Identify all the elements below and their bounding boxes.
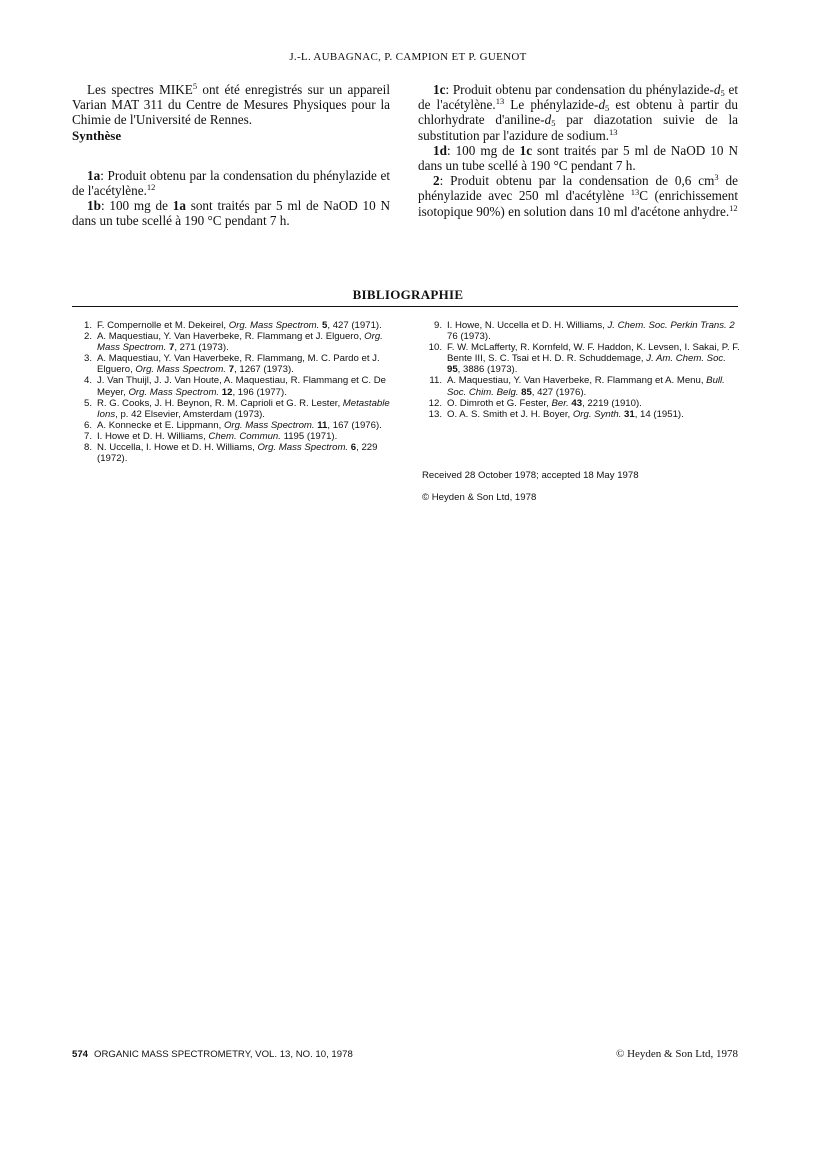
reference-text: N. Uccella, I. Howe et D. H. Williams, Org. Mass Spectrom. 6, 229 (1972). [97,442,378,465]
item-1c: 1c: Produit obtenu par condensation du phénylazide-$d_5$ et de l'acétylène.$^{13}$ Le phénylazide-$d_5$ est obtenu à partir du chlorhydrate $d'aniline-d_5$ par diazotation suivie de la substitution par l'azidure de sodium.$^{13}$ [418,82,738,143]
journal-line: ORGANIC MASS SPECTROMETRY, VOL. 13, NO. 10, 1978 [94,1049,353,1060]
reference-number: 8. [83,442,92,454]
reference-text: I. Howe et D. H. Williams, Chem. Commun. 1195 (1971). [97,430,338,442]
reference-number: 10. [428,342,442,354]
reference-text: J. Van Thuijl, J. J. Van Houte, A. Maquestiau, R. Flammang et C. De Meyer, Org. Mass Spectrom. 12, 196 (1977). [97,375,387,398]
reference-item [72,331,394,353]
reference-item [72,420,394,431]
reference-text: R. G. Cooks, J. H. Beynon, R. M. Caprioli et G. R. Lester, Metastable Ions, p. 42 Elsevier, Amsterdam (1973). [97,397,390,420]
page-footer [72,1048,738,1060]
reference-number: 4. [83,375,92,387]
synthese-heading: Synthèse [72,127,122,143]
reference-number: 13. [428,408,442,420]
reference-item [72,375,394,397]
footer-copyright: © Heyden & Son Ltd, 1978 [615,1048,738,1060]
reference-item [422,409,740,420]
right-column [418,82,738,219]
item-1b: 1b: 100 mg de 1a sont traités par 5 ml de NaOD 10 N dans un tube scellé à 190 °C pendant 7 h. [72,198,390,229]
reference-item [72,398,394,420]
received-line: Received 28 October 1978; accepted 18 May 1978 [422,470,639,481]
references-right [422,320,740,420]
reference-number: 7. [83,430,92,442]
reference-text: F. W. McLafferty, R. Kornfeld, W. F. Haddon, K. Levsen, I. Sakai, P. F. Bente III, S. C. Tsai et H. D. R. Schuddemage, J. Am. Chem. Soc. 95, 3886 (1973). [447,342,740,376]
reference-number: 1. [83,320,92,331]
reference-item [72,442,394,464]
reference-number: 6. [83,419,92,431]
copyright-meta: © Heyden & Son Ltd, 1978 [422,492,537,503]
reference-item [72,320,394,331]
reference-item [72,353,394,375]
reference-text: A. Maquestiau, Y. Van Haverbeke, R. Flammang et J. Elguero, Org. Mass Spectrom. 7, 271 (1973). [97,331,383,354]
reference-item [422,320,740,342]
reference-number: 2. [83,331,92,343]
reference-text: A. Konnecke et E. Lippmann, Org. Mass Spectrom. 11, 167 (1976). [97,419,382,431]
item-1d: 1d: 100 mg de 1c sont traités par 5 ml de NaOD 10 N dans un tube scellé à 190 °C pendant 7 h. [418,142,738,174]
reference-text: A. Maquestiau, Y. Van Haverbeke, R. Flammang, M. C. Pardo et J. Elguero, Org. Mass Spectrom. 7, 1267 (1973). [97,353,380,376]
reference-number: 9. [433,320,442,331]
reference-item [422,375,740,397]
reference-item [422,398,740,409]
item-2: 2: Produit obtenu par la condensation de 0,6 $cm^3$ de phénylazide avec 250 ml d'acétylène $^{13}$C (enrichissement isotopique 90%) en solution dans 10 ml d'acétone anhydre.$^{12}$ [418,172,738,219]
reference-text: O. Dimroth et G. Fester, Ber. 43, 2219 (1910). [447,397,642,409]
bibliography-title: BIBLIOGRAPHIE [352,287,464,302]
reference-number: 5. [83,397,92,409]
reference-text: F. Compernolle et M. Dekeirel, Org. Mass Spectrom. 5, 427 (1971). [97,320,382,331]
mike-paragraph: Les spectres MIKE$^5$ ont été enregistrés sur un appareil Varian MAT 311 du Centre de Mesures Physiques pour la Chimie de l'Université de Rennes. [72,81,390,128]
references-left [72,320,394,464]
item-1a: 1a: Produit obtenu par la condensation du phénylazide et de l'acétylène.$^{12}$ [72,167,390,199]
footer-journal [72,1049,353,1060]
reference-item [422,342,740,375]
page-number: 574 [72,1049,89,1060]
bibliography-rule [72,306,738,307]
reference-number: 3. [83,353,92,365]
reference-number: 11. [429,375,442,387]
reference-text: A. Maquestiau, Y. Van Haverbeke, R. Flammang et A. Menu, Bull. Soc. Chim. Belg. 85, 427 (1976). [447,375,725,398]
left-column [72,82,390,229]
reference-number: 12. [428,397,442,409]
reference-item [72,431,394,442]
reference-text: I. Howe, N. Uccella et D. H. Williams, J. Chem. Soc. Perkin Trans. 2 76 (1973). [447,320,735,343]
reference-text: O. A. S. Smith et J. H. Boyer, Org. Synth. 31, 14 (1951). [447,408,684,420]
running-head: J.-L. AUBAGNAC, P. CAMPION ET P. GUENOT [289,51,527,63]
